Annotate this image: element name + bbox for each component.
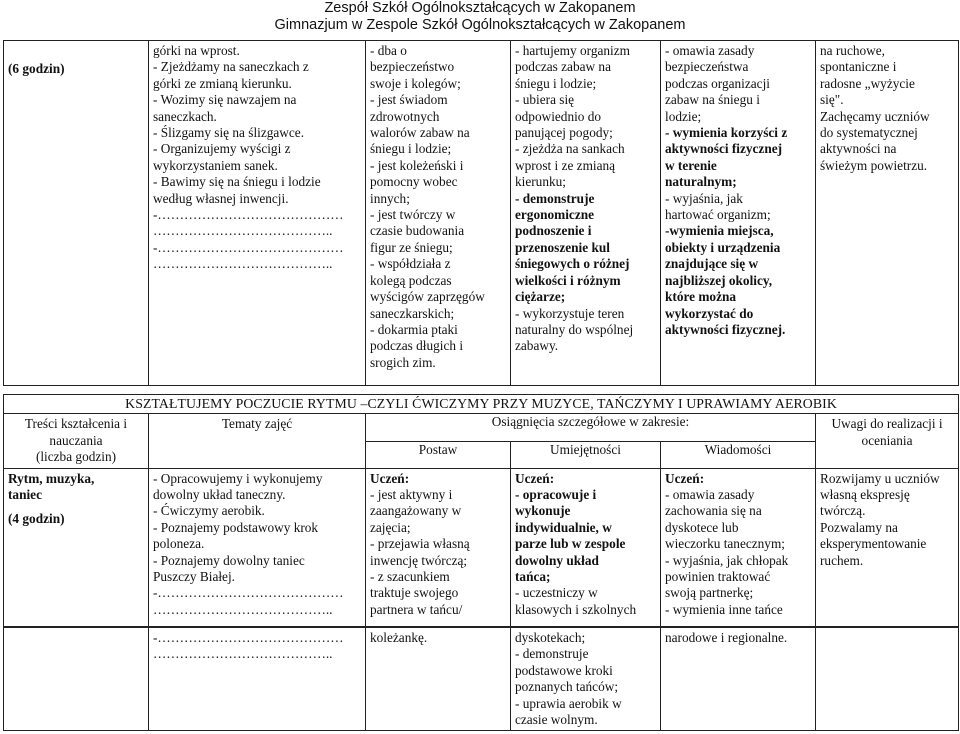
cell-line: śniegu i lodzie;	[370, 141, 452, 157]
cell-line: - wykorzystuje teren	[515, 305, 625, 321]
remarks-cell	[816, 41, 959, 386]
cell-line: …………………………………..	[153, 223, 333, 239]
cell-line: na ruchowe,	[820, 43, 885, 58]
cell-line: Uczeń:	[370, 470, 410, 486]
cell-line: - opracowuje i	[515, 487, 597, 503]
cell-line: - wymienia inne tańce	[665, 601, 783, 617]
cell-line: śniegu i lodzie;	[515, 75, 597, 91]
table-rhythm-continuation	[3, 627, 959, 731]
cell-line: saneczkach.	[153, 108, 217, 124]
cell-line: - wyjaśnia, jak chłopak	[665, 552, 789, 568]
hours-cell	[4, 41, 149, 386]
cell-line: poloneza.	[153, 536, 205, 552]
cell-line: aktywności fizycznej.	[665, 321, 786, 337]
cell-line: naturalny do wspólnej	[515, 321, 634, 337]
cell-line: - Zjeżdżamy na saneczkach z	[153, 59, 309, 75]
header-achievements: Osiągnięcia szczegółowe w zakresie:	[366, 414, 816, 441]
cell-line: według własnej inwencji.	[153, 190, 289, 206]
cell-line: Pozwalamy na	[820, 519, 898, 535]
cell-line: obiekty i urządzenia	[665, 239, 781, 255]
cell-line: do systematycznej	[820, 125, 918, 141]
cell-line: - Poznajemy dowolny taniec	[153, 552, 305, 568]
page-header	[0, 0, 960, 34]
cell-line: wykorzystać do	[665, 305, 754, 321]
content-cell	[4, 468, 149, 626]
cell-line: - jest aktywny i	[370, 487, 453, 503]
header-skills: Umiejętności	[511, 441, 661, 468]
cell-line: - współdziała z	[370, 256, 451, 272]
cell-line: swoje i kolegów;	[370, 75, 461, 91]
cell-line: - jest twórczy w	[370, 207, 456, 223]
header-school-name: Zespół Szkół Ogólnokształcących w Zakopanem	[324, 0, 636, 16]
table-winter-activities	[3, 40, 959, 386]
header-row	[4, 414, 959, 441]
cell-line: parze lub w zespole	[515, 536, 626, 552]
cell-line: (4 godzin)	[8, 511, 65, 527]
cell-line: zdrowotnych	[370, 108, 440, 124]
cell-line: (6 godzin)	[8, 61, 65, 76]
cell-line: - ubiera się	[515, 92, 575, 108]
cell-line: Uczeń:	[515, 470, 555, 486]
cell-line: spontaniczne i	[820, 59, 897, 75]
cell-line: przenoszenie kul	[515, 239, 610, 255]
cell-line: zajęcia;	[370, 519, 411, 535]
cell-line: znajdujące się w	[665, 256, 759, 272]
cell-line	[8, 503, 144, 511]
header-knowledge: Wiadomości	[661, 441, 816, 468]
cell-line: górki na wprost.	[153, 43, 240, 58]
skills-cell	[511, 628, 661, 731]
cell-line: twórczą.	[820, 503, 866, 519]
table-rhythm-section	[3, 394, 959, 627]
cell-line: bezpieczeństwo	[370, 59, 455, 75]
cell-line: podczas zabaw na	[515, 59, 611, 75]
cell-line: aktywności na	[820, 141, 897, 157]
cell-line: hartować organizm;	[665, 207, 771, 223]
cell-line: kierunku;	[515, 174, 566, 190]
cell-line: …………………………………..	[153, 256, 333, 272]
attitudes-cell	[366, 41, 511, 386]
cell-line: lodzie;	[665, 108, 702, 124]
cell-line: -……………………………………	[153, 585, 344, 601]
header-school-subname: Gimnazjum w Zespole Szkół Ogólnokształcących w Zakopanem	[274, 17, 686, 33]
cell-line: - jest świadom	[370, 92, 448, 108]
cell-line: - Ślizgamy się na ślizgawce.	[153, 125, 305, 141]
cell-line: Zachęcamy uczniów	[820, 108, 930, 124]
cell-line: - omawia zasady	[665, 43, 755, 58]
cell-line: koleżankę.	[370, 630, 428, 645]
cell-line: się".	[820, 92, 844, 108]
cell-line: śniegowych o różnej	[515, 256, 630, 272]
cell-line: pomocny wobec	[370, 174, 458, 190]
cell-line: wyścigów zaprzęgów	[370, 289, 485, 305]
cell-line: czasie wolnym.	[515, 712, 598, 728]
header-attitudes: Postaw	[366, 441, 511, 468]
attitudes-cell	[366, 468, 511, 626]
cell-line: - Ćwiczymy aerobik.	[153, 503, 265, 519]
cell-line: które można	[665, 289, 737, 305]
cell-line: saneczkarskich;	[370, 305, 455, 321]
cell-line: wykonuje	[515, 503, 571, 519]
cell-line: - wymienia korzyści z	[665, 125, 788, 141]
remarks-cell	[816, 628, 959, 731]
cell-line: wieczorku tanecznym;	[665, 536, 785, 552]
cell-line: -……………………………………	[153, 207, 344, 223]
cell-line: powinien traktować	[665, 569, 771, 585]
skills-cell	[511, 41, 661, 386]
section-banner-row	[4, 395, 959, 414]
cell-line: walorów zabaw na	[370, 125, 470, 141]
cell-line: oceniania	[861, 432, 913, 448]
cell-line: ruchem.	[820, 552, 864, 568]
cell-line: - dokarmia ptaki	[370, 321, 458, 337]
topics-cell	[149, 628, 366, 731]
remarks-cell	[816, 468, 959, 626]
cell-line: - Organizujemy wyścigi z	[153, 141, 291, 157]
cell-line: Rytm, muzyka,	[8, 470, 95, 486]
cell-line: zachowania się na	[665, 503, 762, 519]
cell-line: Uwagi do realizacji i	[831, 416, 943, 432]
cell-line: podstawowe kroki	[515, 662, 613, 678]
cell-line: …………………………………..	[153, 601, 333, 617]
cell-line: - Poznajemy podstawowy krok	[153, 519, 319, 535]
cell-line: w terenie	[665, 157, 717, 173]
cell-line: klasowych i szkolnych	[515, 601, 637, 617]
cell-line: ciężarze;	[515, 289, 566, 305]
cell-line: traktuje swojego	[370, 585, 459, 601]
cell-line: - dba o	[370, 43, 407, 58]
cell-line: - Wozimy się nawzajem na	[153, 92, 297, 108]
cell-line: taniec	[8, 487, 42, 503]
cell-line: Puszczy Białej.	[153, 569, 235, 585]
cell-line: dowolny układ	[515, 552, 599, 568]
cell-line: - Bawimy się na śniegu i lodzie	[153, 174, 321, 190]
cell-line: narodowe i regionalne.	[665, 630, 788, 645]
cell-line: - Opracowujemy i wykonujemy	[153, 470, 323, 486]
knowledge-cell	[661, 41, 816, 386]
cell-line: Treści kształcenia i	[24, 416, 128, 432]
cell-line: własną ekspresję	[820, 487, 910, 503]
cell-line: srogich zim.	[370, 354, 436, 370]
cell-line: - jest koleżeński i	[370, 157, 464, 173]
header-remarks	[816, 414, 959, 468]
cell-line: świeżym powietrzu.	[820, 157, 928, 173]
table-row	[4, 468, 959, 626]
cell-line: swoją partnerkę;	[665, 585, 754, 601]
cell-line: Uczeń:	[665, 470, 705, 486]
header-content	[4, 414, 149, 468]
cell-line: figur ze śniegu;	[370, 239, 453, 255]
cell-line: zabawy.	[515, 338, 559, 354]
cell-line: dyskotece lub	[665, 519, 739, 535]
cell-line: -……………………………………	[153, 239, 344, 255]
cell-line: - uprawia aerobik w	[515, 695, 622, 711]
cell-line: dyskotekach;	[515, 630, 586, 645]
cell-line: - przejawia własną	[370, 536, 470, 552]
skills-cell	[511, 468, 661, 626]
cell-line: innych;	[370, 190, 410, 206]
cell-line: zabaw na śniegu i	[665, 92, 760, 108]
cell-line: - uczestniczy w	[515, 585, 598, 601]
cell-line: - omawia zasady	[665, 487, 755, 503]
cell-line: - demonstruje	[515, 646, 589, 662]
cell-line: tańca;	[515, 569, 551, 585]
cell-line: - zjeżdża na sankach	[515, 141, 625, 157]
cell-line: eksperymentowanie	[820, 536, 927, 552]
cell-line: naturalnym;	[665, 174, 737, 190]
cell-line: Rozwijamy u uczniów	[820, 470, 940, 486]
cell-line: partnera w tańcu/	[370, 601, 463, 617]
cell-line: radosne „wyżycie	[820, 75, 915, 91]
cell-line: kolegą podczas	[370, 272, 452, 288]
cell-line: - demonstruje	[515, 190, 595, 206]
cell-line: dowolny układ taneczny.	[153, 487, 286, 503]
cell-line: podnoszenie i	[515, 223, 592, 239]
cell-line: czasie budowania	[370, 223, 465, 239]
cell-line: panującej pogody;	[515, 125, 613, 141]
cell-line: -wymienia miejsca,	[665, 223, 774, 239]
cell-line: -……………………………………	[153, 630, 344, 645]
cell-line: nauczania	[49, 432, 103, 448]
section-banner: KSZTAŁTUJEMY POCZUCIE RYTMU –CZYLI ĆWICZYMY PRZY MUZYCE, TAŃCZYMY I UPRAWIAMY AEROBIK	[4, 395, 959, 414]
knowledge-cell	[661, 628, 816, 731]
cell-line: indywidualnie, w	[515, 519, 612, 535]
attitudes-cell	[366, 628, 511, 731]
cell-line: najbliższej okolicy,	[665, 272, 773, 288]
cell-line: bezpieczeństwa	[665, 59, 749, 75]
cell-line: ergonomiczne	[515, 207, 595, 223]
cell-line: podczas długich i	[370, 338, 464, 354]
cell-line: górki ze zmianą kierunku.	[153, 75, 292, 91]
content-cell	[4, 628, 149, 731]
cell-line: …………………………………..	[153, 646, 333, 662]
cell-line: poznanych tańców;	[515, 679, 619, 695]
cell-line: wykorzystaniem sanek.	[153, 157, 278, 173]
cell-line: odpowiednio do	[515, 108, 602, 124]
cell-line: inwencję twórczą;	[370, 552, 468, 568]
cell-line: wprost i ze zmianą	[515, 157, 616, 173]
topics-cell	[149, 468, 366, 626]
cell-line: - hartujemy organizm	[515, 43, 630, 58]
topics-cell	[149, 41, 366, 386]
cell-line: (liczba godzin)	[35, 449, 117, 465]
table-row	[4, 41, 959, 386]
table-row	[4, 628, 959, 731]
cell-line: - z szacunkiem	[370, 569, 450, 585]
cell-line: wielkości i różnym	[515, 272, 621, 288]
cell-line: zaangażowany w	[370, 503, 462, 519]
cell-line: aktywności fizycznej	[665, 141, 783, 157]
cell-line: podczas organizacji	[665, 75, 770, 91]
cell-line: - wyjaśnia, jak	[665, 190, 743, 206]
header-topics: Tematy zajęć	[149, 414, 366, 468]
knowledge-cell	[661, 468, 816, 626]
